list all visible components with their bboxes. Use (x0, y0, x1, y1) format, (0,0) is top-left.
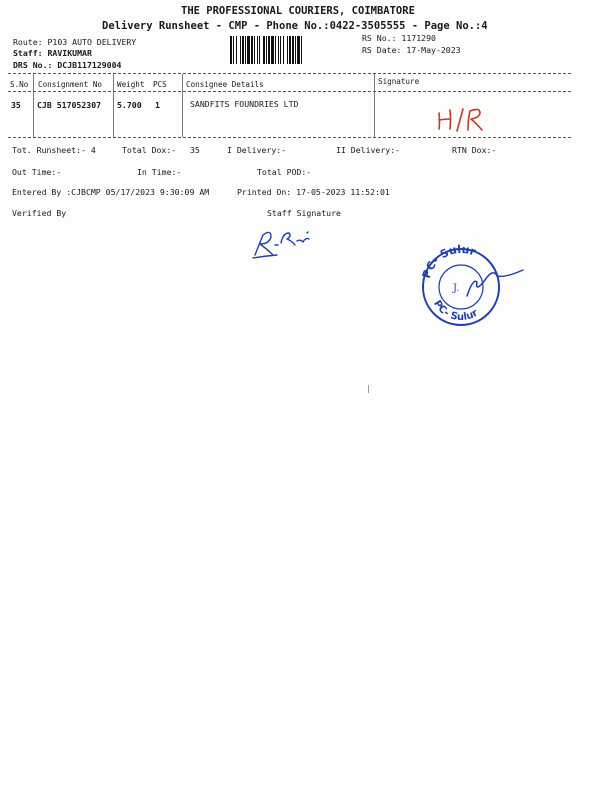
svg-text:PC- Sulur (431, 299, 480, 323)
col-header-signature: Signature (378, 77, 420, 86)
pc-sulur-stamp (415, 238, 555, 328)
total-dox-value: 35 (190, 145, 200, 155)
total-pod-label: Total POD:- (257, 167, 312, 177)
route-label: Route: P103 AUTO DELIVERY (13, 37, 137, 47)
row-weight: 5.700 (117, 100, 142, 110)
stamp-bottom-text: PC- Sulur (431, 298, 480, 324)
staff-signature-label: Staff Signature (267, 208, 341, 218)
rs-date: RS Date: 17-May-2023 (362, 45, 461, 55)
table-header-rule (8, 91, 571, 92)
barcode-image (230, 36, 354, 64)
printed-on: Printed On: 17-05-2023 11:52:01 (237, 187, 390, 197)
col-divider (182, 74, 183, 137)
out-time-label: Out Time:- (12, 167, 62, 177)
row-sno: 35 (11, 100, 21, 110)
i-delivery-label: I Delivery:- (227, 145, 287, 155)
handwritten-hr-mark (430, 103, 490, 137)
stamp-top-text: PC- Sulur (419, 242, 478, 280)
company-title: THE PROFESSIONAL COURIERS, COIMBATORE (181, 5, 415, 17)
col-header-weight: Weight (117, 80, 145, 89)
row-consignment: CJB 517052307 (37, 100, 102, 110)
stray-mark (368, 385, 369, 393)
col-header-consignment: Consignment No (38, 80, 103, 89)
total-runsheet: Tot. Runsheet:- 4 (12, 145, 96, 155)
col-divider (33, 74, 34, 137)
col-divider (374, 74, 375, 137)
rtn-dox-label: RTN Dox:- (452, 145, 497, 155)
staff-signature-scrawl (245, 225, 315, 263)
svg-text:PC- Sulur (420, 243, 478, 280)
table-top-rule (8, 73, 571, 74)
col-header-pcs: PCS (153, 80, 167, 89)
col-divider (113, 74, 114, 137)
runsheet-subtitle: Delivery Runsheet - CMP - Phone No.:0422-3505555 - Page No.:4 (102, 20, 488, 32)
col-header-sno: S.No (10, 80, 29, 89)
row-pcs: 1 (155, 100, 160, 110)
staff-label: Staff: RAVIKUMAR (13, 48, 92, 58)
verified-by-label: Verified By (12, 208, 67, 218)
entered-by: Entered By :CJBCMP 05/17/2023 9:30:09 AM (12, 187, 210, 197)
ii-delivery-label: II Delivery:- (336, 145, 401, 155)
table-bottom-rule (8, 137, 571, 138)
drs-number: DRS No.: DCJB117129004 (13, 60, 122, 70)
total-dox-label: Total Dox:- (122, 145, 177, 155)
col-header-consignee: Consignee Details (186, 80, 264, 89)
rs-number: RS No.: 1171290 (362, 33, 436, 43)
row-consignee: SANDFITS FOUNDRIES LTD (190, 99, 299, 109)
in-time-label: In Time:- (137, 167, 182, 177)
stamp-center-text: J. (453, 283, 460, 294)
